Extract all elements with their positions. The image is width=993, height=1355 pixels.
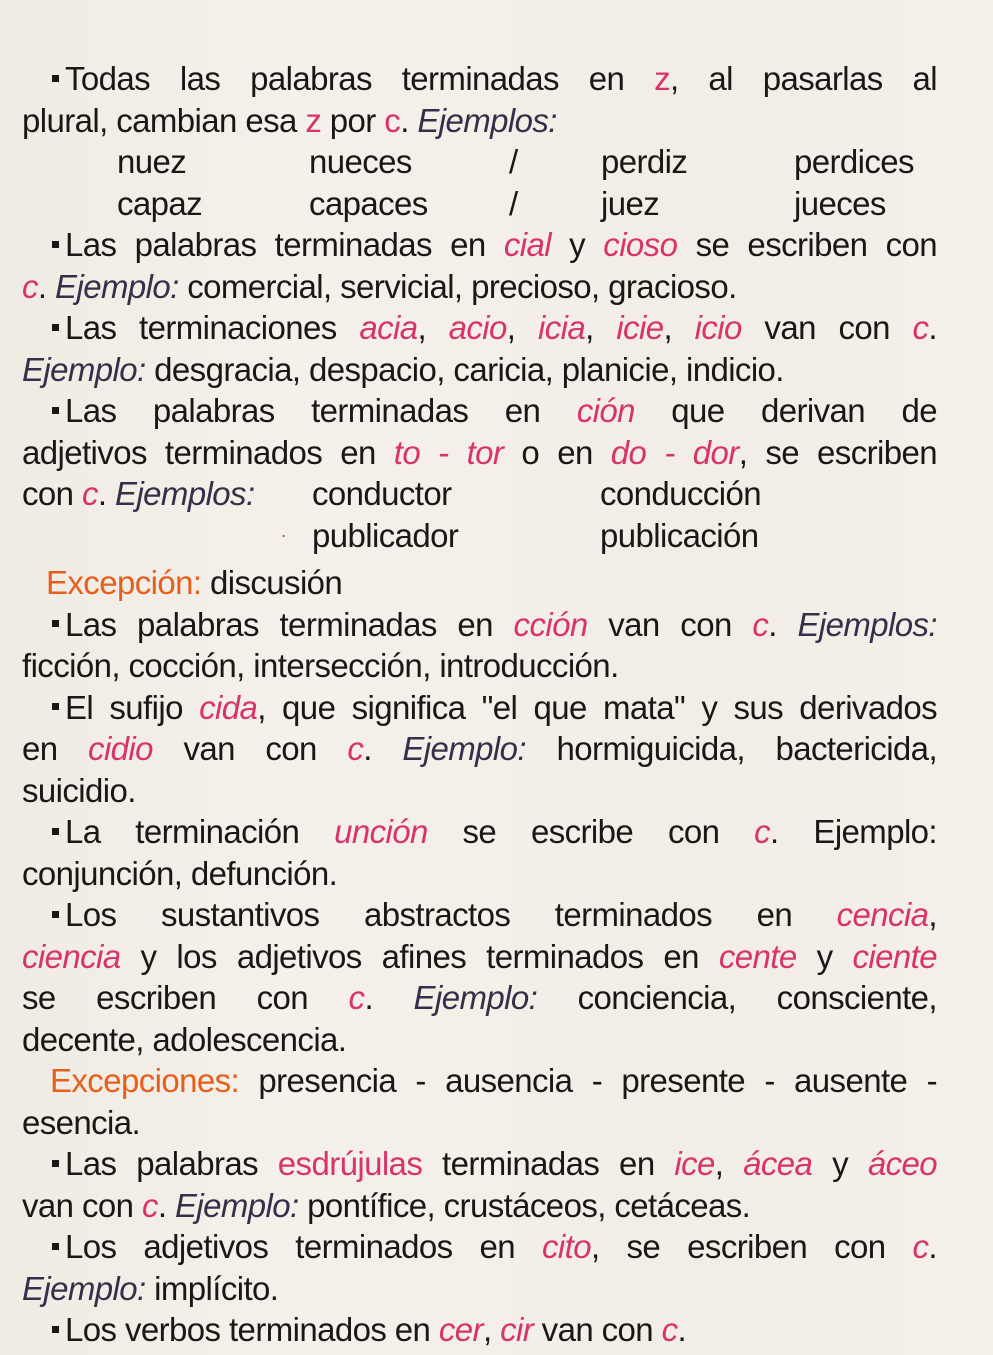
rule-line: Las palabras terminadas en cción van con c. Ejemplos: bbox=[22, 604, 937, 646]
bullet-icon bbox=[52, 911, 59, 918]
rule-line: plural, cambian esa z por c. Ejemplos: bbox=[22, 101, 557, 139]
spelling-rules-page bbox=[22, 58, 937, 1351]
exception-line: Excepciones: presencia - ausencia - presente - ausente - bbox=[50, 1062, 937, 1099]
rule-line: Ejemplo: implícito. bbox=[22, 1269, 279, 1307]
rule-ccion bbox=[22, 604, 937, 687]
rule-line: con c. Ejemplos: conductor conducción bbox=[22, 475, 761, 512]
rule-uncion bbox=[22, 811, 937, 894]
rule-cial-cioso bbox=[22, 224, 937, 307]
rule-line: ciencia y los adjetivos afines terminados en cente y ciente bbox=[22, 937, 937, 975]
rule-line: c. Ejemplo: comercial, servicial, precioso, gracioso. bbox=[22, 267, 737, 305]
rule-cito bbox=[22, 1226, 937, 1309]
rule-line: La terminación unción se escribe con c. Ejemplo: bbox=[22, 811, 937, 853]
bullet-icon bbox=[52, 1326, 59, 1333]
bullet-icon bbox=[52, 241, 59, 248]
rule-line: decente, adolescencia. bbox=[22, 1020, 347, 1058]
rule-cion-derivados bbox=[22, 390, 937, 604]
bullet-icon bbox=[52, 620, 59, 627]
rule-line: Ejemplo: desgracia, despacio, caricia, planicie, indicio. bbox=[22, 350, 784, 388]
exception-line: Excepción: discusión bbox=[46, 564, 343, 601]
bullet-icon bbox=[52, 324, 59, 331]
rule-line: Los sustantivos abstractos terminados en cencia, bbox=[22, 894, 937, 936]
stray-dot: · bbox=[280, 524, 286, 545]
rule-line: adjetivos terminados en to - tor o en do - dor, se escriben bbox=[22, 433, 937, 471]
rule-line: se escriben con c. Ejemplo: conciencia, consciente, bbox=[22, 979, 938, 1016]
bullet-icon bbox=[52, 75, 59, 82]
rule-line: suicidio. bbox=[22, 771, 136, 809]
rule-line: ficción, cocción, intersección, introducción. bbox=[22, 647, 619, 684]
example-table-row: nuez nueces / perdiz perdices bbox=[117, 143, 914, 180]
rule-line: van con c. Ejemplo: pontífice, crustáceos, cetáceas. bbox=[22, 1186, 751, 1224]
bullet-icon bbox=[52, 703, 59, 710]
bullet-icon bbox=[52, 407, 59, 414]
bullet-icon bbox=[52, 1160, 59, 1167]
bullet-icon bbox=[52, 828, 59, 835]
rule-cer-cir bbox=[22, 1309, 937, 1351]
bullet-icon bbox=[52, 1243, 59, 1250]
rule-line: Las palabras esdrújulas terminadas en ice, ácea y áceo bbox=[22, 1143, 937, 1185]
rule-z-plural bbox=[22, 58, 937, 224]
rule-esdrujulas bbox=[22, 1143, 937, 1226]
rule-acia-icio bbox=[22, 307, 937, 390]
rule-line: conjunción, defunción. bbox=[22, 854, 338, 892]
rule-line: El sufijo cida, que significa "el que mata" y sus derivados bbox=[22, 687, 937, 729]
rule-line: Todas las palabras terminadas en z, al pasarlas al bbox=[22, 58, 937, 100]
rule-line: Las terminaciones acia, acio, icia, icie, icio van con c. bbox=[22, 307, 937, 349]
rule-line: Las palabras terminadas en cial y cioso se escriben con bbox=[22, 224, 937, 266]
exception-line: esencia. bbox=[22, 1103, 141, 1141]
rule-line: Los adjetivos terminados en cito, se escriben con c. bbox=[22, 1226, 937, 1268]
rule-cida bbox=[22, 687, 937, 812]
rule-cencia-ciencia bbox=[22, 894, 937, 1143]
rule-line: Las palabras terminadas en ción que derivan de bbox=[22, 390, 937, 432]
rule-line: Los verbos terminados en cer, cir van con c. bbox=[22, 1309, 937, 1351]
rule-line: en cidio van con c. Ejemplo: hormiguicida, bactericida, bbox=[22, 730, 938, 767]
example-table-row: capaz capaces / juez jueces bbox=[117, 184, 886, 222]
rule-line: · publicador publicación bbox=[280, 516, 759, 554]
